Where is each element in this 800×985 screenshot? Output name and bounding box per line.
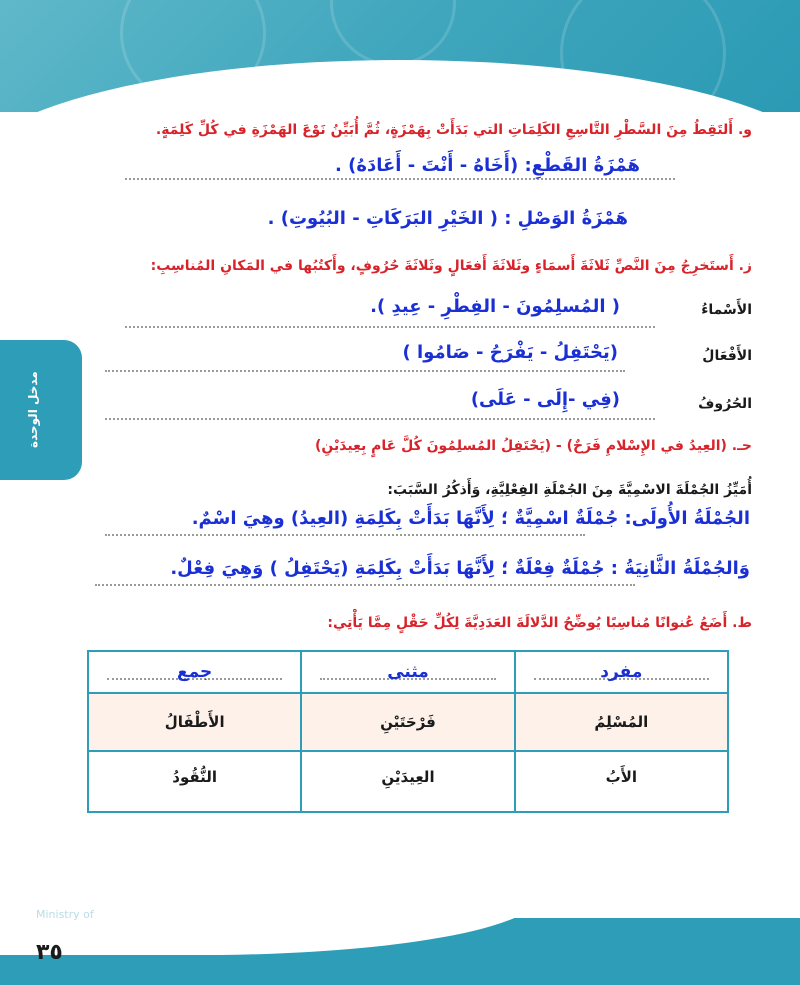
- header-cell-plural: جمع: [89, 652, 300, 692]
- table-cell: فَرْحَتَيْنِ: [300, 694, 513, 750]
- answer-line: [105, 534, 585, 536]
- number-table: [87, 650, 729, 813]
- nouns-answer: ( المُسلِمُونَ - الفِطْرِ - عِيدِ ).: [370, 296, 620, 317]
- answer-line: [125, 326, 655, 328]
- unit-side-tab-label: مدخل الوحدة: [26, 371, 40, 449]
- watermark-text: Ministry of: [36, 908, 94, 921]
- table-cell: المُسْلِمُ: [514, 694, 727, 750]
- section-h-instruction: أُمَيِّزُ الجُمْلَةَ الاسْمِيَّةَ مِنَ الجُمْلَةِ الفِعْلِيَّةِ، وَأَذكُرُ السَّبَبَ:: [387, 482, 752, 498]
- header-cell-dual: مثنى: [300, 652, 513, 692]
- section-t-instruction: ط. أَضَعُ عُنوانًا مُناسِبًا يُوضِّحُ الدَّلالَةَ العَدَدِيَّةَ لِكُلِّ حَقْلٍ مِمَّا يَأْتِي:: [327, 615, 752, 631]
- particles-label: الحُرُوفُ: [698, 396, 752, 412]
- section-h-sentences: حـ. (العِيدُ في الإِسْلامِ فَرَحٌ) - (يَحْتَفِلُ المُسلِمُونَ كُلَّ عَامٍ بِعِيدَيْنِ): [315, 438, 752, 454]
- section-z-instruction: ز. أَستَخرِجُ مِنَ النَّصِّ ثَلاثَةَ أَسمَاءٍ وثَلاثَةَ أَفعَالٍ وثَلاثَةَ حُرُوفٍ، وأَكتُبُها في المَكانِ المُناسِبِ:: [150, 258, 752, 274]
- table-cell: النُّقُودُ: [172, 768, 218, 786]
- table-row: [89, 694, 727, 752]
- table-row: [89, 752, 727, 811]
- table-header-row: [89, 652, 727, 694]
- answer-line: [105, 370, 625, 372]
- verbs-label: الأَفْعَالُ: [702, 348, 752, 364]
- answer-line: [95, 584, 635, 586]
- section-h-answer-1: الجُمْلَةُ الأُولَى: جُمْلَةٌ اسْمِيَّةٌ ؛ لِأَنَّهَا بَدَأَتْ بِكَلِمَةِ (العِيدُ) وهِيَ اسْمٌ.: [191, 508, 750, 529]
- answer-line: [125, 178, 675, 180]
- table-cell: الأَطْفَالُ: [164, 713, 225, 731]
- section-w-instruction: و. أَلتَقِطُ مِنَ السَّطْرِ التَّاسِعِ الكَلِمَاتِ التي بَدَأَتْ بِهَمْزَةٍ، ثُمَّ أُبَيِّنُ نَوْعَ الهَمْزَةِ في كُلِّ كَلِمَةٍ.: [155, 122, 752, 138]
- page-number: ٣٥: [36, 940, 63, 965]
- section-w-answer-qat: هَمْزَةُ القَطْعِ: (أَخَاهُ - أَنْتَ - أَعَادَهُ) .: [335, 155, 640, 176]
- nouns-label: الأَسْماءُ: [701, 302, 752, 318]
- header-cell-singular: مفرد: [514, 652, 727, 692]
- table-cell: الأَبُ: [514, 752, 727, 811]
- table-cell: العِيدَيْنِ: [300, 752, 513, 811]
- section-h-answer-2: وَالجُمْلَةُ الثَّانِيَةُ : جُمْلَةٌ فِعْلَةٌ ؛ لِأَنَّهَا بَدَأَتْ بِكَلِمَةِ (يَحْتَفِلُ ) وَهِيَ فِعْلٌ.: [170, 558, 750, 579]
- section-w-answer-wasl: هَمْزَةُ الوَصْلِ : ( الخَيْرِ البَرَكَاتِ - البُيُوتِ) .: [267, 208, 628, 229]
- verbs-answer: (يَحْتَفِلُ - يَفْرَحُ - صَامُوا ): [402, 342, 618, 363]
- particles-answer: (فِي -إِلَى - عَلَى): [470, 389, 620, 410]
- answer-line: [105, 418, 655, 420]
